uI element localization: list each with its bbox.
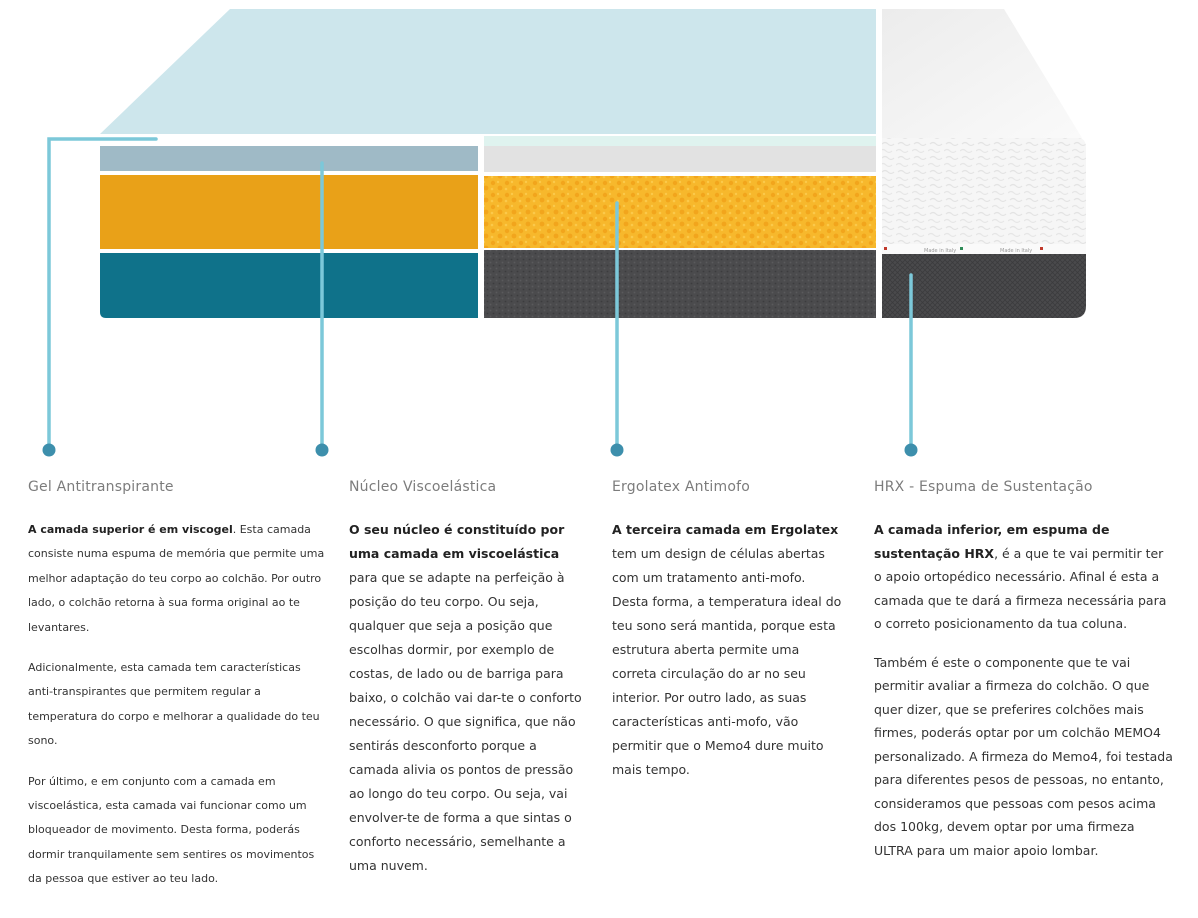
layer-viscoelastic-paragraph: O seu núcleo é constituído por uma camada em viscoelástica para que se adapte na perfeição à posição do teu corpo. Ou seja, qualquer que seja a posição que escolhas dormir, por exemplo de costas, de lado ou de barriga para baixo, o colchão vai dar-te o conforto necessário. O que significa, que não sentirás desconforto porque a camada alivia os pontos de pressão ao longo do teu corpo. Ou seja, vai envolver-te de forma a que sintas o conforto necessário, semelhante a uma nuvem.: [349, 522, 582, 873]
cover-label-band: [882, 244, 1086, 254]
pointer-dot-latex: [611, 444, 624, 457]
layer-viscoelastic-description: [349, 476, 589, 892]
layer-gel-title: Gel Antitranspirante: [28, 479, 174, 495]
layer-gel-description: [28, 476, 328, 908]
pointer-dot-hrx: [905, 444, 918, 457]
cover-label-text-2: Made in Italy: [1000, 248, 1033, 254]
cover-label-text: Made in Italy: [924, 248, 957, 254]
layer-hrx-description: [874, 476, 1174, 877]
cover-top: [882, 9, 1082, 138]
layer-latex-description: [612, 476, 844, 796]
layer-hrx-paragraph: Também é este o componente que te vai permitir avaliar a firmeza do colchão. O que quer dizer, que se preferires colchões mais firmes, poderás optar por um colchão MEMO4 personalizado. A firmeza do Memo4, foi testada para diferentes pesos de pessoas, no entanto, consideramos que pessoas com pesos acima dos 100kg, devem optar por uma firmeza ULTRA para um maior apoio lombar.: [874, 654, 1173, 858]
layer-gel-paragraph: Por último, e em conjunto com a camada em viscoelástica, esta camada vai funcionar como um bloqueador de movimento. Desta forma, poderás dormir tranquilamente sem sentires os movimentos da pessoa que estiver ao teu lado.: [28, 774, 315, 886]
layer-latex-title: Ergolatex Antimofo: [612, 479, 750, 495]
layer-hrx-title: HRX - Espuma de Sustentação: [874, 479, 1093, 495]
cover-side: [882, 138, 1086, 244]
photo-latex-band: [484, 176, 876, 248]
photo-top-band: [484, 136, 876, 146]
photo-gel-band: [484, 146, 876, 172]
pointer-dot-gel: [43, 444, 56, 457]
layer-viscoelastic-title: Núcleo Viscoelástica: [349, 479, 497, 495]
layer-viscoelastic-band: [100, 175, 478, 249]
layer-hrx-paragraph: A camada inferior, em espuma de sustentação HRX, é a que te vai permitir ter o apoio ortopédico necessário. Afinal é esta a camada que te dará a firmeza necessária para o correto posicionamento da tua coluna.: [874, 522, 1167, 631]
layer-gel-paragraph: Adicionalmente, esta camada tem características anti-transpirantes que permitem regular a temperatura do corpo e melhorar a qualidade do teu sono.: [28, 661, 320, 748]
layer-gel-band: [100, 146, 478, 171]
layer-latex-paragraph: A terceira camada em Ergolatex tem um design de células abertas com um tratamento anti-mofo. Desta forma, a temperatura ideal do teu sono será mantida, porque esta estrutura aberta permite uma correta circulação do ar no seu interior. Por outro lado, as suas características anti-mofo, vão permitir que o Memo4 dure muito mais tempo.: [612, 522, 842, 777]
mattress-top-surface: [100, 9, 876, 134]
pointer-dot-viscoelastic: [316, 444, 329, 457]
layer-hrx-band: [100, 253, 478, 318]
layer-gel-paragraph: A camada superior é em viscogel. Esta camada consiste numa espuma de memória que permite uma melhor adaptação do teu corpo ao colchão. Por outro lado, o colchão retorna à sua forma original ao te levantares.: [28, 523, 325, 634]
photo-hrx-band: [484, 250, 876, 318]
